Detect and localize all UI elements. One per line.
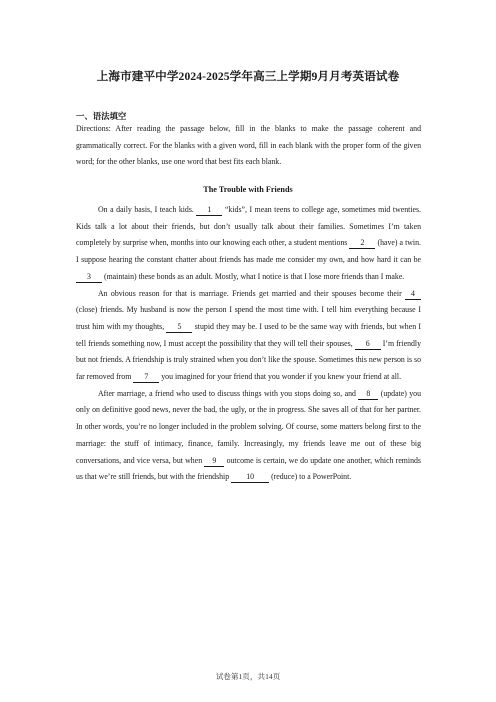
blank-2: 2	[349, 237, 375, 249]
paragraph-3	[76, 386, 421, 486]
document-title: 上海市建平中学2024-2025学年高三上学期9月月考英语试卷	[96, 70, 400, 83]
passage-text: On a daily basis, I teach kids.	[98, 205, 197, 214]
blank-10: 10	[231, 471, 269, 483]
passage-text: After marriage, a friend who used to discuss things with you stops doing so, and	[98, 388, 359, 398]
blank-6: 6	[355, 338, 381, 350]
blank-3: 3	[76, 271, 102, 283]
passage-text: An obvious reason for that is marriage. Friends get married and their spouses become their	[98, 288, 405, 298]
passage-text: I’m friendly but not friends. A friendship is truly strained when you don’t like the spouse. Sometimes this new person is so far removed from	[76, 338, 422, 382]
section-heading: 一、语法填空	[76, 112, 127, 121]
blank-7: 7	[133, 371, 159, 383]
blank-4: 4	[405, 288, 421, 300]
page-footer: 试卷第1页，共14页	[215, 672, 281, 681]
paragraph-2	[76, 286, 421, 386]
passage-text: stupid they may be. I used to be the same way with friends, but when I tell friends something now, I must accept the possibility that they will tell their spouses,	[76, 321, 422, 348]
blank-5: 5	[166, 321, 192, 333]
passage-title: The Trouble with Friends	[203, 185, 293, 194]
blank-8: 8	[358, 388, 378, 400]
passage-text: (close) friends. My husband is now the person I spend the most time with. I tell him everything because I trust him with my thoughts,	[76, 305, 421, 331]
passage-text: (reduce) to a PowerPoint.	[269, 472, 352, 482]
passage	[76, 202, 421, 486]
passage-text: (maintain) these bonds as an adult. Mostly, what I notice is that I lose more friends than I make.	[102, 271, 405, 281]
passage-text: you imagined for your friend that you wonder if you knew your friend at all.	[159, 372, 402, 382]
paragraph-1	[76, 202, 421, 286]
passage-text: “kids”, I mean teens to college age, sometimes mid twenties. Kids talk a lot about their friends, but don’t usually talk about their families. Sometimes I’m taken completely by surprise when, months into our knowing each other, a student mentions	[76, 205, 421, 248]
passage-text: (update) you only on definitive good news, never the bad, the ugly, or the in progress. She saves all of that for her partner. In other words, you’re no longer included in the problem solving. Of course, some matters belong first to the marriage: the stuff of intimacy, finance, family. Increasingly, my friends leave me out of these big conversations, and vice versa, but when	[76, 388, 421, 465]
directions-text: Directions: After reading the passage below, fill in the blanks to make the passage coherent and grammatically correct. For the blanks with a given word, fill in each blank with the proper form of the given word; for the other blanks, use one word that best fits each blank.	[76, 124, 421, 167]
blank-1: 1	[196, 204, 222, 216]
passage-text: outcome is certain, we do update one another, which reminds us that we’re still friends, but with the friendship	[76, 455, 421, 482]
blank-9: 9	[204, 455, 224, 467]
passage-text: (have) a twin. I suppose hearing the constant chatter about friends has made me consider my own, and how hard it can be	[76, 238, 421, 265]
